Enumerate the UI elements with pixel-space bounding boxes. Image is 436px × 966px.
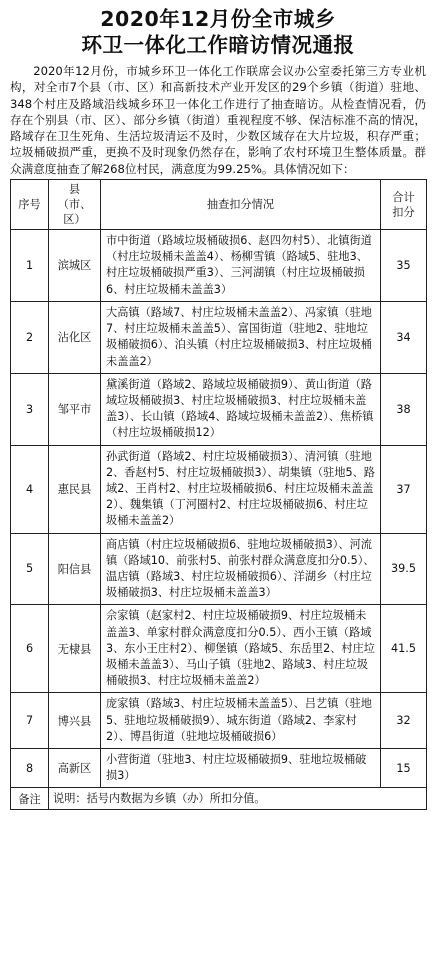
row-county: 惠民县 [49, 445, 101, 533]
note-label: 备注 [11, 788, 49, 810]
row-county: 高新区 [49, 748, 101, 787]
header-details: 抽查扣分情况 [101, 180, 381, 230]
row-details: 孙武街道（路域2、村庄垃圾桶破损3）、清河镇（驻地2、香赵村5、村庄垃圾桶破损3）、胡集镇（驻地5、路域2、王肖村2、村庄垃圾桶破损6、村庄垃圾桶未盖盖2）、魏集镇（丁河圈村2、村庄垃圾桶破损6、村庄垃圾桶未盖盖2） [101, 445, 381, 533]
header-county-line1: 县 [68, 183, 81, 197]
note-row [11, 788, 427, 810]
row-details: 市中街道（路域垃圾桶破损6、赵四勿村5）、北镇街道（村庄垃圾桶未盖盖4）、杨柳雪镇（路域5、驻地3、村庄垃圾桶破损严重3）、三河湖镇（村庄垃圾桶破损6、村庄垃圾桶未盖盖3） [101, 230, 381, 302]
row-details: 大高镇（路域7、村庄垃圾桶未盖盖2）、冯家镇（驻地7、村庄垃圾桶未盖盖5）、富国街道（驻地2、驻地垃圾桶破损6）、泊头镇（村庄垃圾桶破损3、村庄垃圾桶未盖盖2） [101, 301, 381, 373]
row-details: 小营街道（驻地3、村庄垃圾桶破损9、驻地垃圾桶破损3） [101, 748, 381, 787]
header-county-line2: （市、区） [57, 198, 92, 227]
row-details: 佘家镇（赵家村2、村庄垃圾桶破损9、村庄垃圾桶未盖盖3、单家村群众满意度扣分0.5）、西小王镇（路域3、东小王庄村2）、柳堡镇（路域5、东岳里2、村庄垃圾桶未盖盖3）、马山子镇（驻地2、路域3、村庄垃圾桶破损3、村庄垃圾桶未盖盖2） [101, 605, 381, 693]
row-total: 41.5 [381, 605, 427, 693]
header-total-line1: 合计 [392, 190, 415, 204]
row-county: 滨城区 [49, 230, 101, 302]
header-no: 序号 [11, 180, 49, 230]
inspection-table [10, 179, 427, 810]
row-no: 6 [11, 605, 49, 693]
row-total: 39.5 [381, 533, 427, 605]
row-county: 邹平市 [49, 373, 101, 445]
table-row [11, 748, 427, 787]
row-total: 38 [381, 373, 427, 445]
row-total: 15 [381, 748, 427, 787]
table-row [11, 445, 427, 533]
table-row [11, 693, 427, 749]
row-details: 庞家镇（路域3、村庄垃圾桶未盖盖5）、吕艺镇（驻地5、驻地垃圾桶破损9）、城东街道（路域2、李家村2）、博昌街道（驻地垃圾桶破损6） [101, 693, 381, 749]
header-total-line2: 扣分 [392, 205, 415, 219]
row-no: 7 [11, 693, 49, 749]
row-county: 阳信县 [49, 533, 101, 605]
row-no: 5 [11, 533, 49, 605]
table-row [11, 230, 427, 302]
row-no: 8 [11, 748, 49, 787]
row-no: 1 [11, 230, 49, 302]
title-line-2: 环卫一体化工作暗访情况通报 [81, 33, 355, 57]
row-total: 34 [381, 301, 427, 373]
row-total: 32 [381, 693, 427, 749]
row-details: 商店镇（村庄垃圾桶破损6、驻地垃圾桶破损3）、河流镇（路域10、前张村5、前张村群众满意度扣分0.5）、温店镇（路域3、村庄垃圾桶破损6）、洋湖乡（村庄垃圾桶破损3、村庄垃圾桶未盖盖3） [101, 533, 381, 605]
page-title [10, 6, 426, 58]
row-no: 2 [11, 301, 49, 373]
header-total [381, 180, 427, 230]
table-row [11, 605, 427, 693]
row-details: 黛溪街道（路域2、路域垃圾桶破损9）、黄山街道（路域垃圾桶破损3、村庄垃圾桶破损3、村庄垃圾桶未盖盖3）、长山镇（路域4、路域垃圾桶未盖盖2）、焦桥镇（村庄垃圾桶破损12） [101, 373, 381, 445]
row-no: 4 [11, 445, 49, 533]
row-county: 沾化区 [49, 301, 101, 373]
row-no: 3 [11, 373, 49, 445]
table-header-row [11, 180, 427, 230]
row-total: 37 [381, 445, 427, 533]
row-county: 博兴县 [49, 693, 101, 749]
header-county [49, 180, 101, 230]
row-county: 无棣县 [49, 605, 101, 693]
table-row [11, 373, 427, 445]
intro-paragraph: 2020年12月份，市城乡环卫一体化工作联席会议办公室委托第三方专业机构，对全市7个县（市、区）和高新技术产业开发区的29个乡镇（街道）驻地、348个村庄及路域沿线城乡环卫一体化工作进行了抽查暗访。从检查情况看，仍存在个别县（市、区）、部分乡镇（街道）重视程度不够、保洁标准不高的情况，路域存在卫生死角、生活垃圾清运不及时，少数区域存在大片垃圾，积存严重；垃圾桶破损严重，更换不及时现象仍然存在，影响了农村环境卫生整体质量。群众满意度抽查了解268位村民，满意度为99.25%。具体情况如下： [10, 64, 426, 176]
row-total: 35 [381, 230, 427, 302]
title-line-1: 2020年12月份全市城乡 [100, 7, 336, 31]
table-row [11, 533, 427, 605]
note-text: 说明：括号内数据为乡镇（办）所扣分值。 [49, 788, 427, 810]
table-row [11, 301, 427, 373]
